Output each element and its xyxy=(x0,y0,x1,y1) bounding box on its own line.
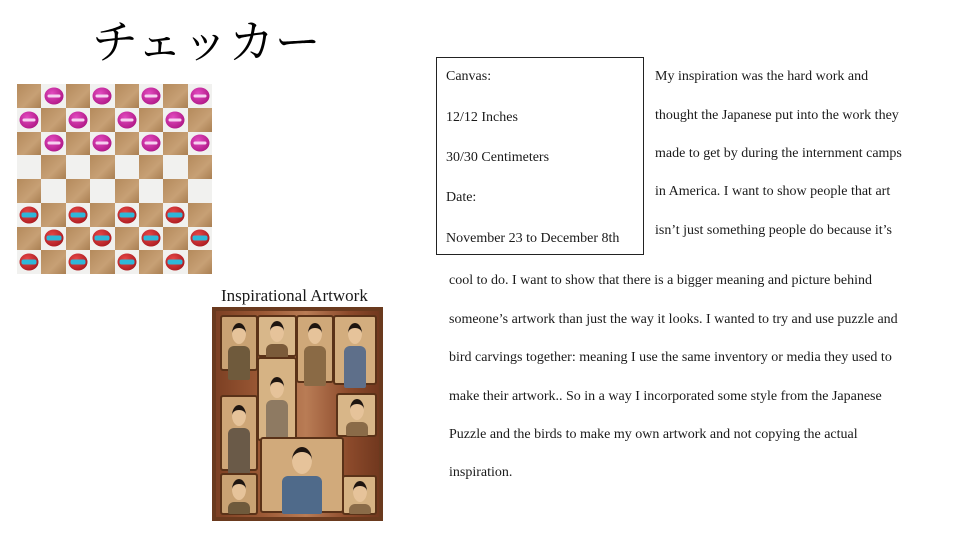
board-square xyxy=(90,250,114,274)
pink-checker-piece xyxy=(44,135,63,152)
artwork-figure-panel xyxy=(296,315,334,383)
pink-checker-piece xyxy=(142,87,161,104)
board-square xyxy=(139,179,163,203)
description-line: someone’s artwork than just the way it looks. I wanted to try and use puzzle and xyxy=(449,312,898,327)
artwork-figure-panel xyxy=(257,357,297,441)
board-square xyxy=(188,155,212,179)
red-checker-piece xyxy=(142,230,161,247)
artwork-figure-panel xyxy=(220,473,258,515)
pink-checker-piece xyxy=(190,135,209,152)
board-square xyxy=(90,84,114,108)
board-square xyxy=(90,227,114,251)
artwork-figure-panel xyxy=(342,475,377,515)
description-line: cool to do. I want to show that there is a bigger meaning and picture behind xyxy=(449,273,873,288)
date-label: Date: xyxy=(446,190,477,205)
board-square xyxy=(66,132,90,156)
canvas-size-inches: 12/12 Inches xyxy=(446,110,518,125)
board-square xyxy=(163,227,187,251)
pink-checker-piece xyxy=(117,111,136,128)
board-square xyxy=(17,155,41,179)
board-square xyxy=(188,179,212,203)
pink-checker-piece xyxy=(68,111,87,128)
red-checker-piece xyxy=(166,254,185,271)
canvas-info-box xyxy=(436,57,644,255)
pink-checker-piece xyxy=(166,111,185,128)
board-square xyxy=(163,132,187,156)
description-line: made to get by during the internment camps xyxy=(655,146,902,161)
board-square xyxy=(163,155,187,179)
board-square xyxy=(188,132,212,156)
description-line: isn’t just something people do because it’s xyxy=(655,223,892,238)
artwork-figure-panel xyxy=(336,393,377,437)
board-square xyxy=(17,250,41,274)
board-square xyxy=(17,108,41,132)
description-line: thought the Japanese put into the work they xyxy=(655,108,899,123)
board-square xyxy=(115,203,139,227)
board-square xyxy=(188,203,212,227)
board-square xyxy=(17,203,41,227)
board-square xyxy=(163,108,187,132)
red-checker-piece xyxy=(68,254,87,271)
board-square xyxy=(163,179,187,203)
board-square xyxy=(163,250,187,274)
red-checker-piece xyxy=(20,254,39,271)
board-square xyxy=(41,250,65,274)
board-square xyxy=(41,108,65,132)
board-square xyxy=(115,179,139,203)
board-square xyxy=(66,84,90,108)
board-square xyxy=(115,132,139,156)
board-square xyxy=(66,227,90,251)
board-square xyxy=(90,155,114,179)
red-checker-piece xyxy=(190,230,209,247)
board-square xyxy=(17,179,41,203)
board-square xyxy=(163,203,187,227)
artwork-caption: Inspirational Artwork xyxy=(221,286,368,305)
board-square xyxy=(163,84,187,108)
board-square xyxy=(188,250,212,274)
board-square xyxy=(17,84,41,108)
board-square xyxy=(90,203,114,227)
slide-title: チェッカー xyxy=(92,15,321,69)
board-square xyxy=(17,132,41,156)
description-line: in America. I want to show people that art xyxy=(655,184,891,199)
pink-checker-piece xyxy=(142,135,161,152)
board-square xyxy=(115,84,139,108)
artwork-figure-panel xyxy=(260,437,344,513)
board-square xyxy=(115,155,139,179)
board-square xyxy=(139,155,163,179)
artwork-figure-panel xyxy=(220,315,258,371)
board-square xyxy=(139,227,163,251)
board-square xyxy=(139,108,163,132)
board-square xyxy=(188,84,212,108)
pink-checker-piece xyxy=(190,87,209,104)
board-square xyxy=(139,203,163,227)
canvas-label: Canvas: xyxy=(446,69,492,84)
board-square xyxy=(66,250,90,274)
board-square xyxy=(115,108,139,132)
board-square xyxy=(139,132,163,156)
red-checker-piece xyxy=(117,206,136,223)
board-square xyxy=(188,227,212,251)
red-checker-piece xyxy=(117,254,136,271)
board-square xyxy=(90,132,114,156)
description-line: My inspiration was the hard work and xyxy=(655,69,869,84)
artwork-figure-panel xyxy=(333,315,377,385)
pink-checker-piece xyxy=(20,111,39,128)
red-checker-piece xyxy=(93,230,112,247)
inspirational-artwork-image xyxy=(212,307,383,521)
description-line: Puzzle and the birds to make my own artwork and not copying the actual xyxy=(449,427,858,442)
red-checker-piece xyxy=(68,206,87,223)
description-line: inspiration. xyxy=(449,465,513,480)
board-square xyxy=(41,84,65,108)
artwork-figure-panel xyxy=(257,315,297,357)
board-square xyxy=(41,227,65,251)
checkerboard-artwork-image xyxy=(17,84,212,274)
description-line: make their artwork.. So in a way I incorporated some style from the Japanese xyxy=(449,389,882,404)
board-square xyxy=(90,108,114,132)
board-square xyxy=(17,227,41,251)
board-square xyxy=(139,84,163,108)
board-square xyxy=(66,155,90,179)
board-square xyxy=(115,250,139,274)
board-square xyxy=(139,250,163,274)
board-square xyxy=(188,108,212,132)
board-square xyxy=(41,132,65,156)
board-square xyxy=(90,179,114,203)
board-square xyxy=(41,179,65,203)
artwork-figure-panel xyxy=(220,395,258,471)
pink-checker-piece xyxy=(93,135,112,152)
canvas-size-centimeters: 30/30 Centimeters xyxy=(446,150,550,165)
date-range: November 23 to December 8th xyxy=(446,231,620,246)
board-square xyxy=(66,203,90,227)
board-square xyxy=(41,203,65,227)
description-line: bird carvings together: meaning I use the same inventory or media they used to xyxy=(449,350,892,365)
board-square xyxy=(115,227,139,251)
pink-checker-piece xyxy=(44,87,63,104)
red-checker-piece xyxy=(166,206,185,223)
board-square xyxy=(66,108,90,132)
red-checker-piece xyxy=(20,206,39,223)
board-square xyxy=(41,155,65,179)
board-square xyxy=(66,179,90,203)
red-checker-piece xyxy=(44,230,63,247)
pink-checker-piece xyxy=(93,87,112,104)
